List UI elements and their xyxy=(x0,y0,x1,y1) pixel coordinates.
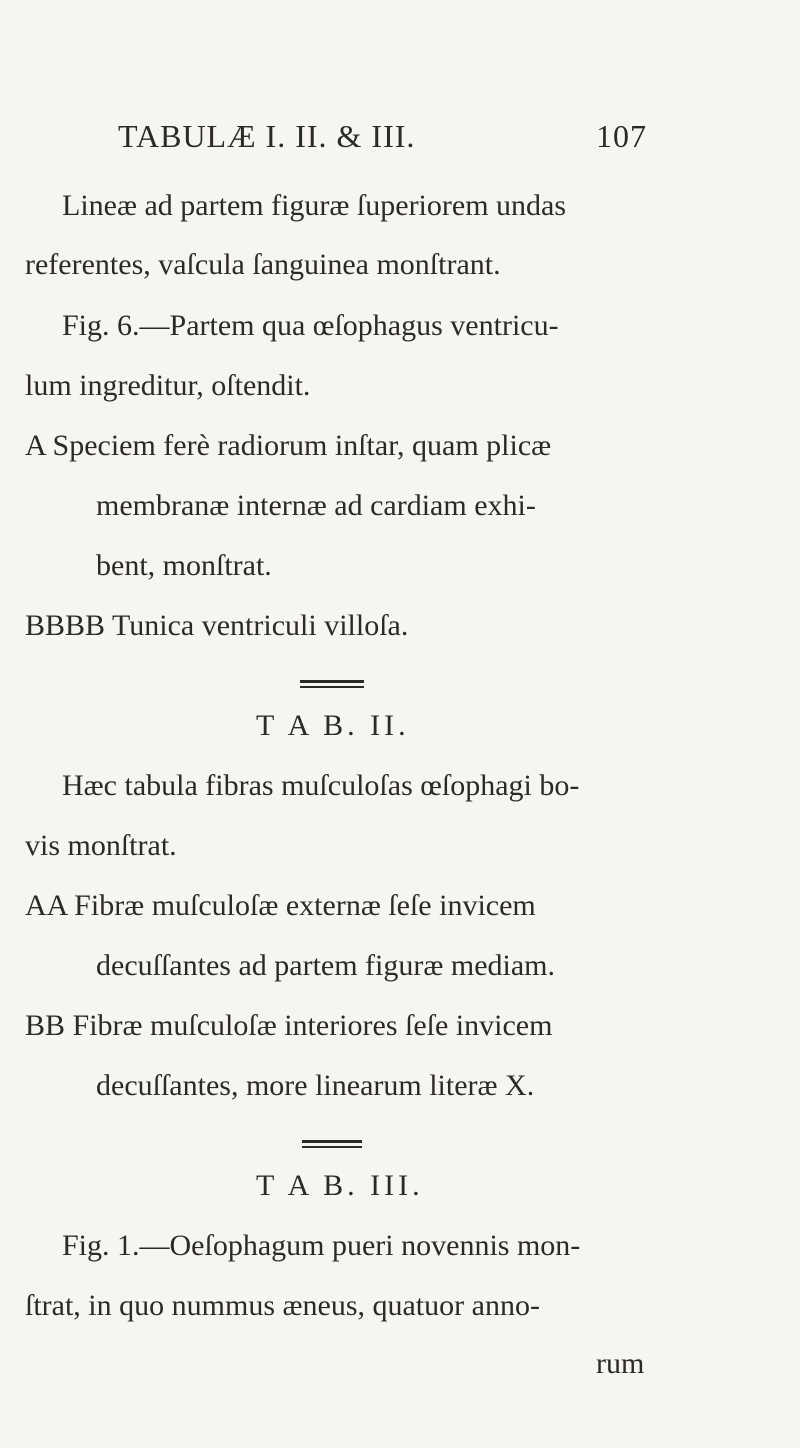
text-line: BB Fibræ muſculoſæ interiores ſeſe invicem xyxy=(25,1009,553,1042)
text-line: decuſſantes, more linearum literæ X. xyxy=(96,1069,535,1102)
text-line: bent, monſtrat. xyxy=(96,549,272,582)
text-line: membranæ internæ ad cardiam exhi- xyxy=(96,489,536,522)
section-rule xyxy=(300,686,364,688)
text-line: Hæc tabula fibras muſculoſas œſophagi bo- xyxy=(62,769,580,802)
text-line: vis monſtrat. xyxy=(25,829,177,862)
text-line: BBBB Tunica ventriculi villoſa. xyxy=(25,609,409,642)
text-line: ſtrat, in quo nummus æneus, quatuor anno- xyxy=(25,1289,540,1322)
section-rule xyxy=(302,1146,362,1148)
section-heading-tab-iii: T A B. III. xyxy=(256,1169,424,1202)
running-header xyxy=(118,118,415,154)
text-line: Fig. 1.—Oeſophagum pueri novennis mon- xyxy=(62,1229,581,1262)
section-heading-tab-ii: T A B. II. xyxy=(256,709,410,742)
section-rule xyxy=(300,680,364,683)
text-line: Lineæ ad partem figuræ ſuperiorem undas xyxy=(62,189,567,222)
text-line: lum ingreditur, oſtendit. xyxy=(25,369,311,402)
text-line: decuſſantes ad partem figuræ mediam. xyxy=(96,949,556,982)
text-line: referentes, vaſcula ſanguinea monſtrant. xyxy=(25,248,501,281)
catchword: rum xyxy=(596,1347,645,1380)
text-line: A Speciem ferè radiorum inſtar, quam plicæ xyxy=(25,429,552,462)
section-rule xyxy=(302,1140,362,1143)
running-title: TABULÆ I. II. & III. xyxy=(118,118,416,154)
text-line: AA Fibræ muſculoſæ externæ ſeſe invicem xyxy=(25,889,536,922)
page-number: 107 xyxy=(596,118,647,154)
text-line: Fig. 6.—Partem qua œſophagus ventricu- xyxy=(62,309,559,342)
